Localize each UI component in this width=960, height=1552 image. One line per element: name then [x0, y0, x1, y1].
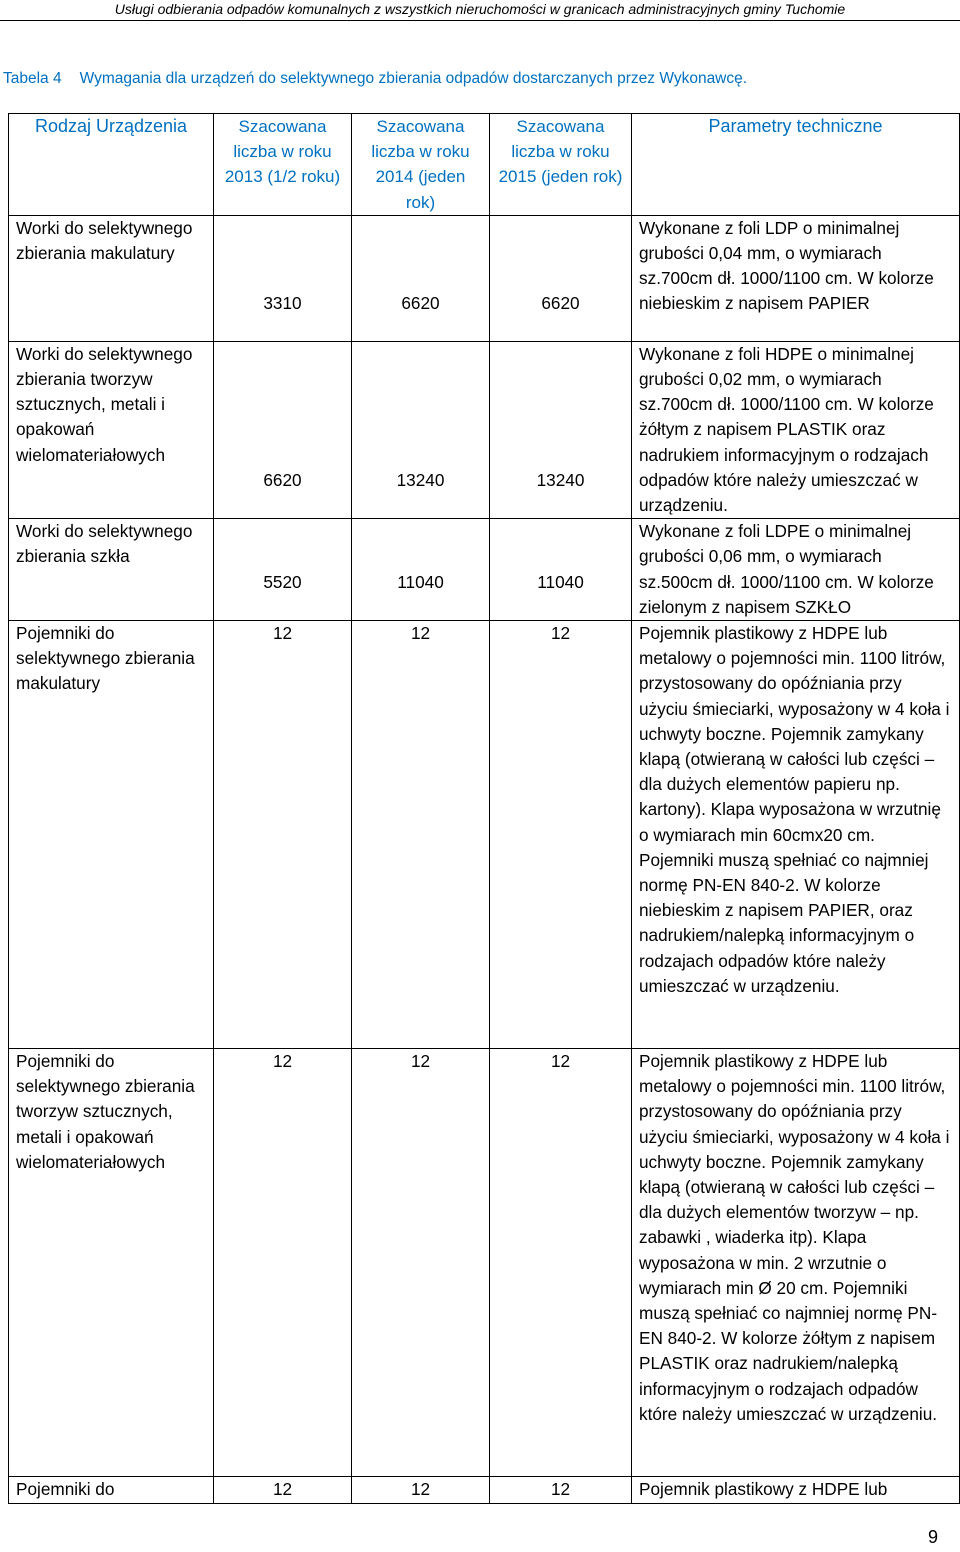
- device-type-cell: Pojemniki do selektywnego zbierania makulatury: [9, 621, 214, 1049]
- table-row: [9, 519, 960, 621]
- count-2015-cell: 13240: [490, 341, 632, 518]
- caption-label: Tabela 4: [3, 70, 62, 87]
- header-divider: [0, 20, 960, 21]
- count-2015-cell: 12: [490, 621, 632, 1049]
- count-2015-cell: 12: [490, 1049, 632, 1477]
- count-2013-cell: 12: [214, 1049, 352, 1477]
- count-2013-cell: 6620: [214, 341, 352, 518]
- table-header-row: [9, 114, 960, 216]
- count-2014-cell: 12: [352, 1049, 490, 1477]
- device-type-cell: Worki do selektywnego zbierania szkła: [9, 519, 214, 621]
- count-2014-cell: 12: [352, 621, 490, 1049]
- parameters-cell: Pojemnik plastikowy z HDPE lub: [632, 1477, 960, 1504]
- count-2014-cell: 11040: [352, 519, 490, 621]
- header-title: Usługi odbierania odpadów komunalnych z wszystkich nieruchomości w granicach administracyjnych gminy Tuchomie: [114, 1, 846, 17]
- header-2014: Szacowana liczba w roku 2014 (jeden rok): [352, 114, 490, 216]
- parameters-cell: Wykonane z foli LDP o minimalnej grubości 0,04 mm, o wymiarach sz.700cm dł. 1000/1100 cm. W kolorze niebieskim z napisem PAPIER: [632, 215, 960, 341]
- count-2013-cell: 5520: [214, 519, 352, 621]
- header-parameters: Parametry techniczne: [632, 114, 960, 216]
- count-2013-cell: 12: [214, 621, 352, 1049]
- device-type-cell: Pojemniki do selektywnego zbierania tworzyw sztucznych, metali i opakowań wielomateriałowych: [9, 1049, 214, 1477]
- count-2014-cell: 12: [352, 1477, 490, 1504]
- table-row: [9, 215, 960, 341]
- device-type-cell: Worki do selektywnego zbierania tworzyw sztucznych, metali i opakowań wielomateriałowych: [9, 341, 214, 518]
- table-row: [9, 1477, 960, 1504]
- count-2013-cell: 3310: [214, 215, 352, 341]
- page-header: [0, 0, 960, 22]
- table-row: [9, 341, 960, 518]
- table-caption: [3, 70, 747, 88]
- parameters-cell: Wykonane z foli HDPE o minimalnej grubości 0,02 mm, o wymiarach sz.700cm dł. 1000/1100 cm. W kolorze żółtym z napisem PLASTIK oraz nadrukiem informacyjnym o rodzajach odpadów które należy umieszczać w urządzeniu.: [632, 341, 960, 518]
- count-2015-cell: 11040: [490, 519, 632, 621]
- header-2015: Szacowana liczba w roku 2015 (jeden rok): [490, 114, 632, 216]
- header-2013: Szacowana liczba w roku 2013 (1/2 roku): [214, 114, 352, 216]
- count-2014-cell: 13240: [352, 341, 490, 518]
- parameters-cell: Pojemnik plastikowy z HDPE lub metalowy o pojemności min. 1100 litrów, przystosowany do opóźniania przy użyciu śmieciarki, wyposażony w 4 koła i uchwyty boczne. Pojemnik zamykany klapą (otwieraną w całości lub części – dla dużych elementów tworzyw – np. zabawki , wiaderka itp). Klapa wyposażona w min. 2 wrzutnie o wymiarach min Ø 20 cm. Pojemniki muszą spełniać co najmniej normę PN-EN 840-2. W kolorze żółtym z napisem PLASTIK oraz nadrukiem/nalepką informacyjnym o rodzajach odpadów które należy umieszczać w urządzeniu.: [632, 1049, 960, 1477]
- count-2015-cell: 6620: [490, 215, 632, 341]
- table-row: [9, 1049, 960, 1477]
- count-2014-cell: 6620: [352, 215, 490, 341]
- parameters-cell: Wykonane z foli LDPE o minimalnej grubości 0,06 mm, o wymiarach sz.500cm dł. 1000/1100 cm. W kolorze zielonym z napisem SZKŁO: [632, 519, 960, 621]
- table-row: [9, 621, 960, 1049]
- requirements-table: [8, 113, 960, 1504]
- device-type-cell: Pojemniki do: [9, 1477, 214, 1504]
- header-device-type: Rodzaj Urządzenia: [9, 114, 214, 216]
- page-number: 9: [927, 1527, 938, 1547]
- count-2015-cell: 12: [490, 1477, 632, 1504]
- parameters-cell: Pojemnik plastikowy z HDPE lub metalowy o pojemności min. 1100 litrów, przystosowany do opóźniania przy użyciu śmieciarki, wyposażony w 4 koła i uchwyty boczne. Pojemnik zamykany klapą (otwieraną w całości lub części – dla dużych elementów papieru np. kartony). Klapa wyposażona w wrzutnię o wymiarach min 60cmx20 cm. Pojemniki muszą spełniać co najmniej normę PN-EN 840-2. W kolorze niebieskim z napisem PAPIER, oraz nadrukiem/nalepką informacyjnym o rodzajach odpadów które należy umieszczać w urządzeniu.: [632, 621, 960, 1049]
- caption-text: Wymagania dla urządzeń do selektywnego zbierania odpadów dostarczanych przez Wykonawcę.: [79, 70, 748, 87]
- device-type-cell: Worki do selektywnego zbierania makulatury: [9, 215, 214, 341]
- count-2013-cell: 12: [214, 1477, 352, 1504]
